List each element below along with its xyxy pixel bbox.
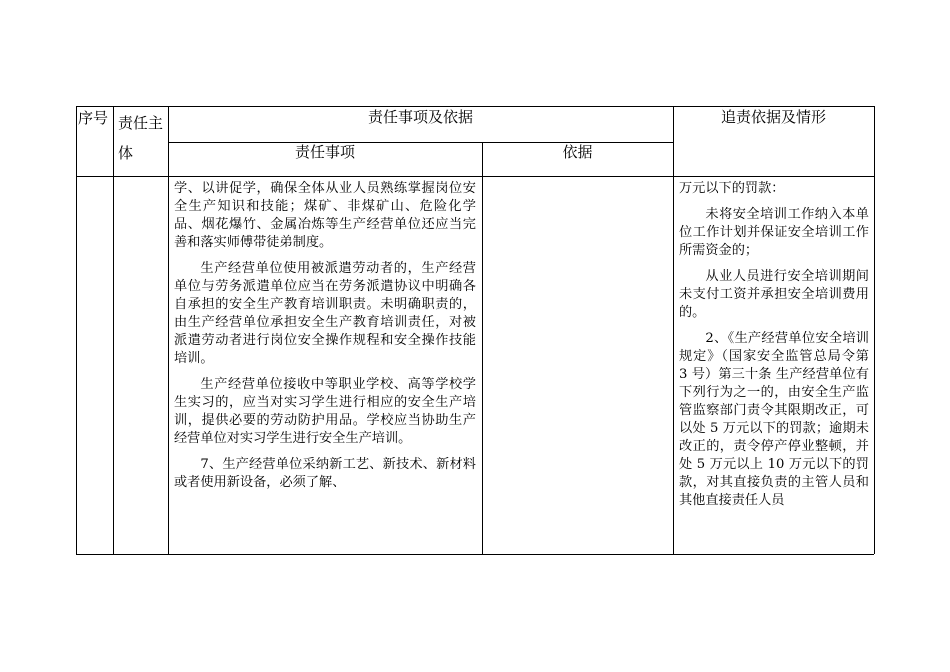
header-basis-label: 依据 [562, 143, 593, 161]
col-divider-subject [168, 106, 169, 554]
accountability-paragraph: 2、《生产经营单位安全培训规定》（国家安全监管总局令第 3 号）第三十条 生产经营单位有下列行为之一的，由安全生产监管监察部门责令其限期改正，可以处 5 万元以下的罚款；逾期未改正的，责令停产停业整顿，并处 5 万元以上 10 万元以下的罚款，对其直接负责的主管人员和其他直接责任人员 [679, 331, 869, 508]
header-seq [78, 108, 110, 129]
items-paragraph: 学、以讲促学，确保全体从业人员熟练掌握岗位安全生产知识和技能；煤矿、非煤矿山、危险化学品、烟花爆竹、金属冶炼等生产经营单位还应当完善和落实师傅带徒弟制度。 [174, 181, 476, 250]
col-divider-seq [113, 106, 114, 554]
items-cell [174, 180, 476, 492]
items-paragraph: 7、生产经营单位采纳新工艺、新技术、新材料或者使用新设备，必须了解、 [174, 457, 476, 490]
items-paragraph: 生产经营单位接收中等职业学校、高等学校学生实习的，应当对实习学生进行相应的安全生产培训，提供必要的劳动防护用品。学校应当协助生产经营单位对实习学生进行安全生产培训。 [174, 377, 476, 446]
table-right-border [874, 106, 875, 554]
header-accountability-label: 追责依据及情形 [720, 108, 826, 126]
items-paragraph: 生产经营单位使用被派遣劳动者的，生产经营单位与劳务派遣单位应当在劳务派遣协议中明确各自承担的安全生产教育培训职责。未明确职责的，由生产经营单位承担安全生产教育培训责任，对被派遣劳动者进行岗位安全操作规程和安全操作技能培训。 [174, 261, 476, 366]
col-divider-items [482, 142, 483, 554]
accountability-cell [679, 180, 869, 510]
header-items-label: 责任事项 [294, 143, 355, 161]
accountability-paragraph: 未将安全培训工作纳入本单位工作计划并保证安全培训工作所需资金的； [679, 207, 869, 258]
table-bottom-border [76, 554, 874, 555]
header-basis [482, 143, 673, 161]
accountability-paragraph: 万元以下的罚款： [679, 181, 785, 196]
header-items [168, 143, 482, 161]
header-subject-label: 责任主体 [118, 114, 164, 162]
accountability-paragraph: 从业人员进行安全培训期间未支付工资并承担安全培训费用的。 [679, 269, 869, 320]
table-left-border [76, 106, 77, 554]
header-subject [118, 108, 166, 168]
table-top-border [76, 106, 874, 107]
header-seq-label: 序号 [78, 109, 109, 127]
header-bottom-border [76, 176, 874, 177]
col-divider-basis [673, 106, 674, 554]
header-group-label: 责任事项及依据 [367, 108, 473, 126]
header-accountability [673, 108, 874, 126]
header-group [168, 108, 673, 126]
